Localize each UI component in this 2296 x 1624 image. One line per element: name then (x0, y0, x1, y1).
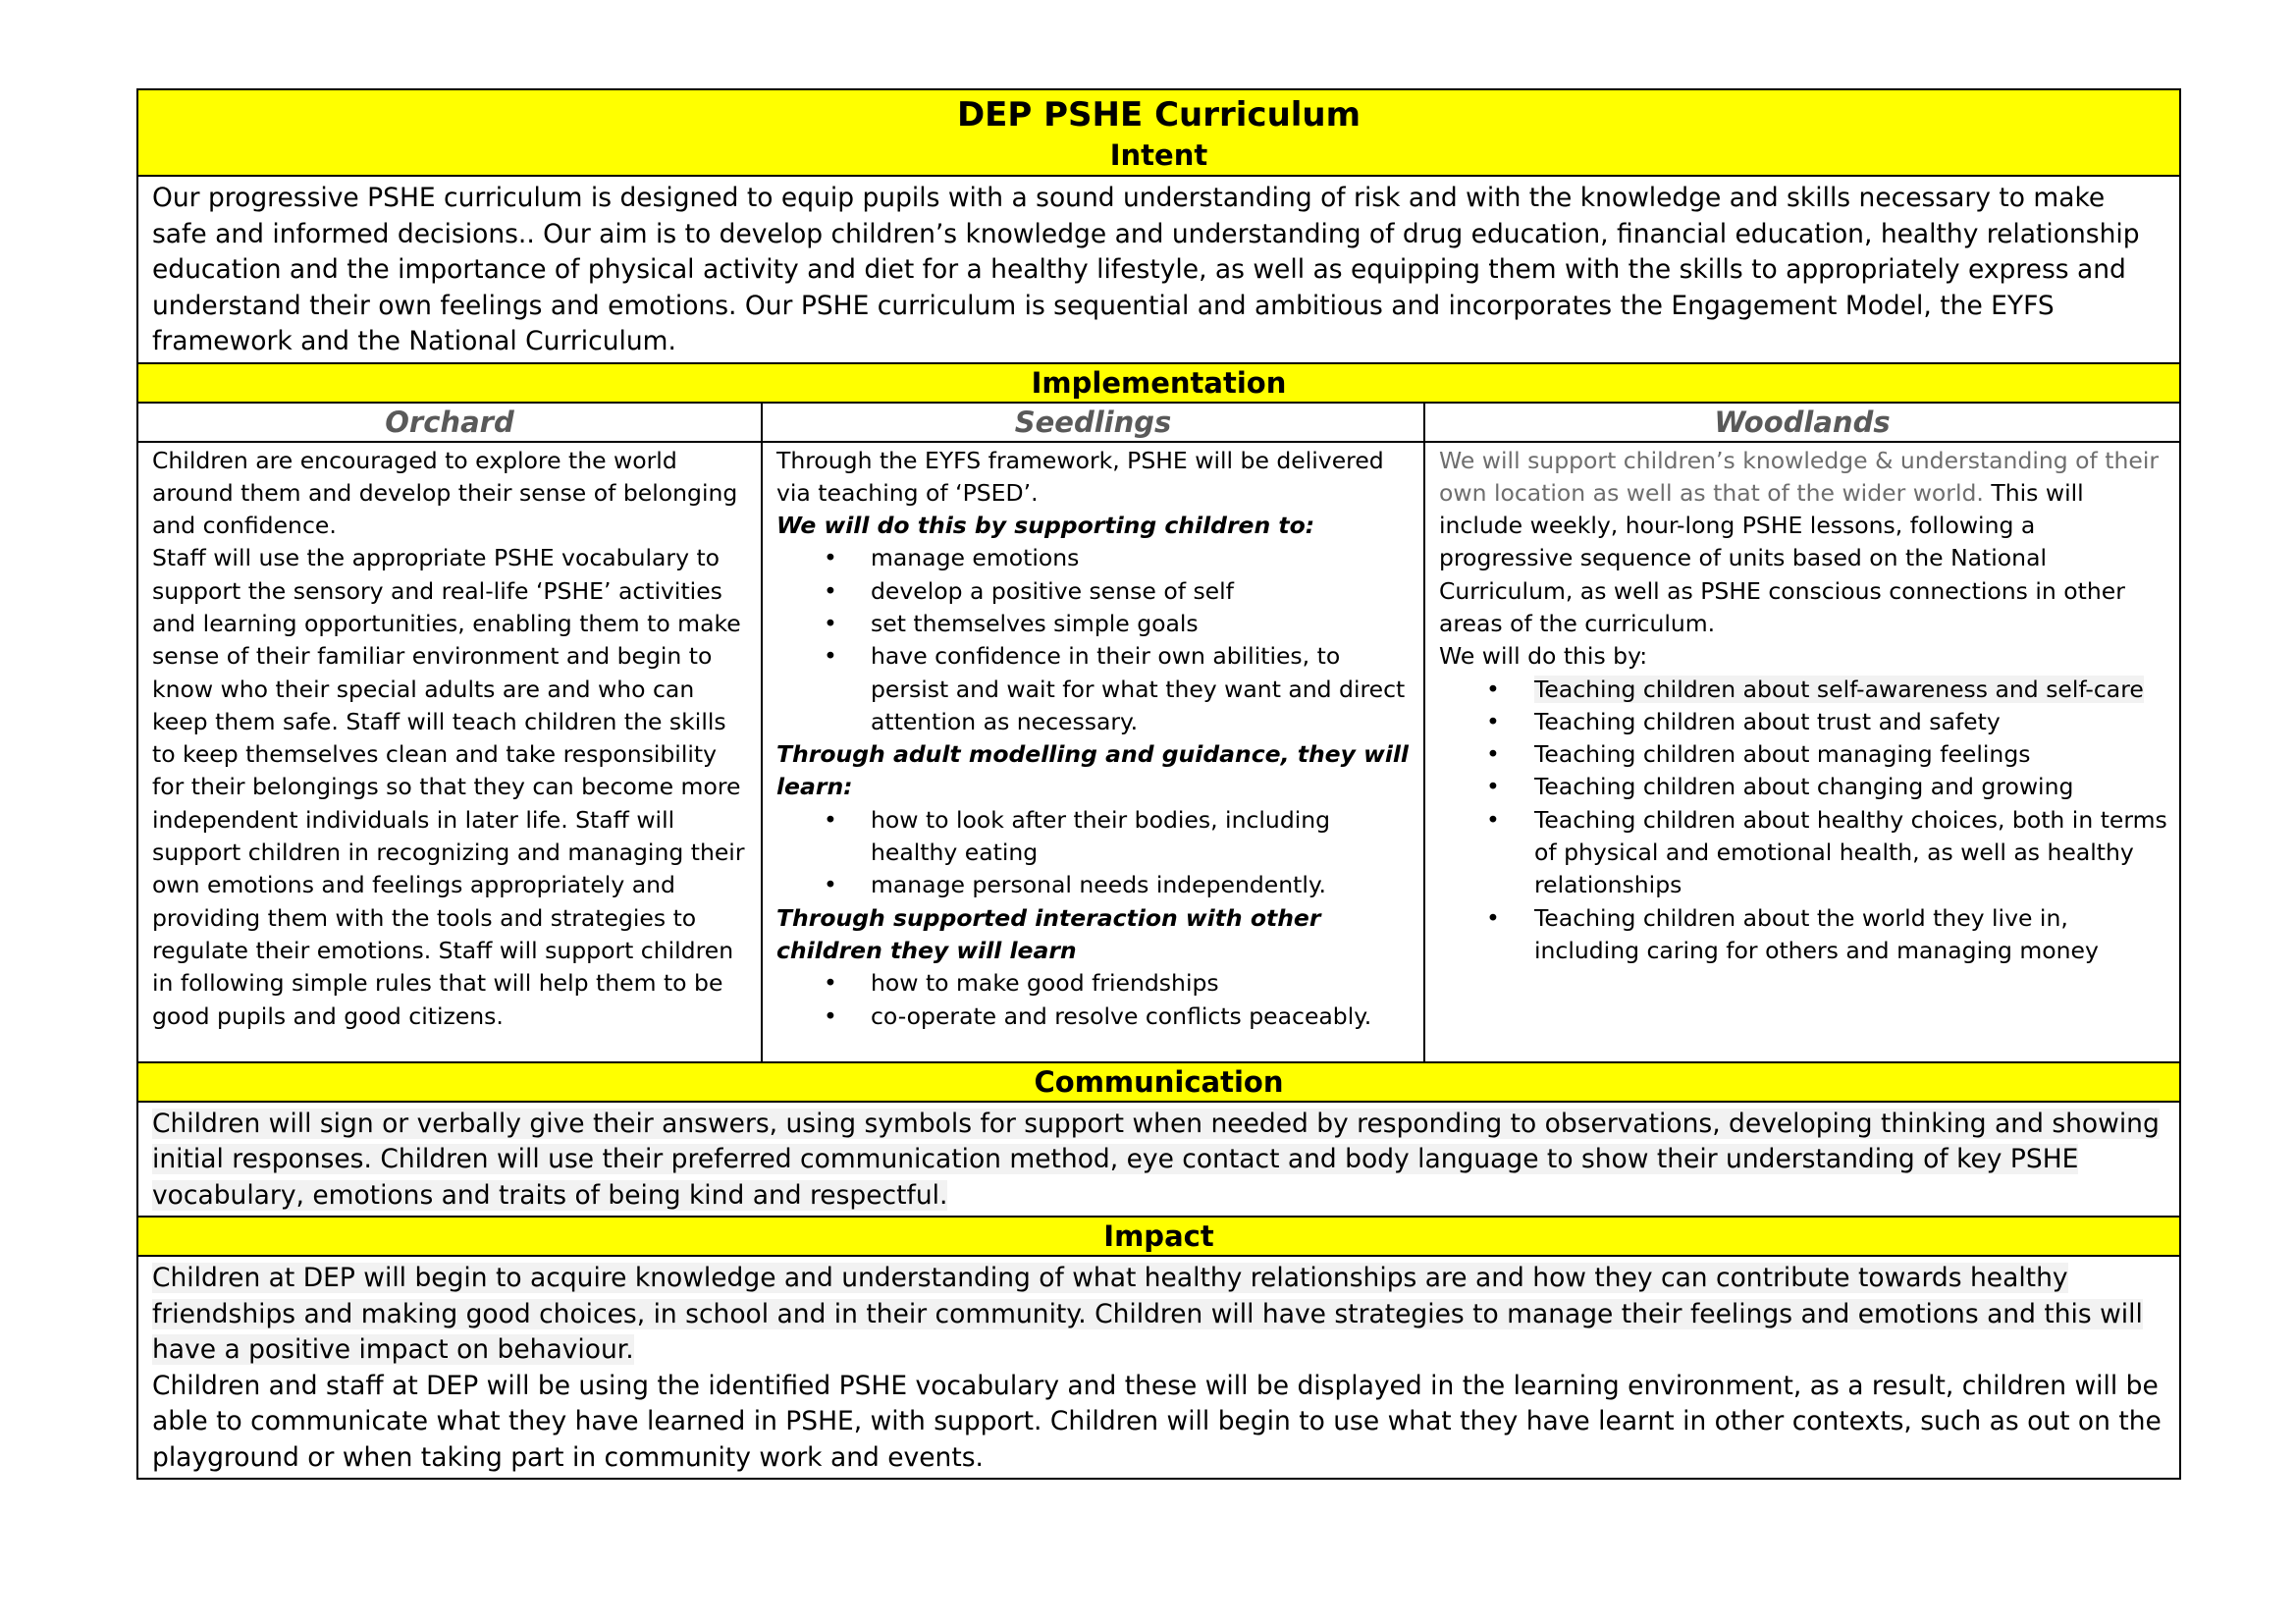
intent-section (138, 177, 2179, 362)
orchard-heading: Orchard (138, 404, 763, 441)
seedlings-list-1 (776, 542, 1412, 738)
list-item: • set themselves simple goals (776, 608, 1412, 640)
list-item-text: Teaching children about self-awareness and self-care (1534, 675, 2144, 703)
impact-text-1 (152, 1261, 2165, 1369)
list-item: • how to make good friendships (776, 967, 1412, 1000)
orchard-text-2: Staff will use the appropriate PSHE vocabulary to support the sensory and real-life ‘PSHE’ activities and learning opportunities, enabling them to make sense of their familiar environment and begin to know who their special adults are and who can keep them safe. Staff will teach children the skills to keep themselves clean and take responsibility for their belongings so that they can become more independent individuals in later life. Staff will support children in recognizing and managing their own emotions and feelings appropriately and providing them with the tools and strategies to regulate their emotions. Staff will support children in following simple rules that will help them to be good pupils and good citizens. (152, 544, 745, 1030)
orchard-cell (138, 443, 763, 1061)
list-item: • Teaching children about healthy choices, both in terms of physical and emotional health, as well as healthy relationships (1439, 804, 2167, 902)
list-item: • co-operate and resolve conflicts peaceably. (776, 1001, 1412, 1033)
impact-section (138, 1257, 2179, 1478)
seedlings-lead-3: Through supported interaction with other children they will learn (776, 903, 1321, 964)
communication-section (138, 1103, 2179, 1217)
list-item: • Teaching children about managing feelings (1439, 738, 2167, 771)
woodlands-intro-rest: This will include weekly, hour-long PSHE lessons, following a progressive sequence of units based on the National Curriculum, as well as PSHE conscious connections in other areas of the curriculum. (1439, 478, 2125, 637)
list-item: • Teaching children about trust and safety (1439, 706, 2167, 738)
seedlings-list-3 (776, 967, 1412, 1033)
impact-heading: Impact (138, 1216, 2179, 1257)
seedlings-list-2 (776, 804, 1412, 902)
woodlands-heading: Woodlands (1714, 405, 1891, 439)
title-banner (138, 90, 2179, 177)
implementation-heading: Implementation (138, 362, 2179, 404)
implementation-columns (138, 441, 2179, 1061)
seedlings-heading: Seedlings (763, 404, 1425, 441)
seedlings-cell (763, 443, 1425, 1061)
communication-text-content: Children will sign or verbally give their answers, using symbols for support when needed by responding to observations, developing thinking and showing initial responses. Children will use their preferred communication method, eye contact and body language to show their understanding of key PSHE vocabulary, emotions and traits of being kind and respectful. (152, 1108, 2160, 1211)
communication-text (152, 1107, 2165, 1215)
implementation-column-headers (138, 404, 2179, 441)
seedlings-lead-1: We will do this by supporting children to: (776, 512, 1315, 540)
intent-text: Our progressive PSHE curriculum is designed to equip pupils with a sound understanding of risk and with the knowledge and skills necessary to make safe and informed decisions.. Our aim is to develop children’s knowledge and understanding of drug education, financial education, healthy relationship education and the importance of physical activity and diet for a healthy lifestyle, as well as equipping them with the skills to appropriately express and understand their own feelings and emotions. Our PSHE curriculum is sequential and ambitious and incorporates the Engagement Model, the EYFS framework and the National Curriculum. (152, 183, 2140, 356)
list-item: • manage emotions (776, 542, 1412, 574)
woodlands-lead: We will do this by: (1439, 642, 1648, 671)
woodlands-intro-grey: We will support children’s knowledge & understanding of their own location as well as that of the wider world. (1439, 446, 2160, 507)
communication-heading: Communication (138, 1061, 2179, 1103)
list-item: • Teaching children about the world they live in, including caring for others and managing money (1439, 902, 2167, 968)
seedlings-intro: Through the EYFS framework, PSHE will be delivered via teaching of ‘PSED’. (776, 446, 1384, 507)
woodlands-list (1439, 674, 2167, 968)
woodlands-cell (1425, 443, 2179, 1061)
list-item: • Teaching children about changing and growing (1439, 771, 2167, 803)
seedlings-lead-2: Through adult modelling and guidance, they will learn: (776, 740, 1409, 801)
orchard-text: Children are encouraged to explore the world around them and develop their sense of belonging and confidence. (152, 446, 738, 540)
list-item: • manage personal needs independently. (776, 869, 1412, 901)
list-item (1439, 674, 2167, 706)
list-item: • develop a positive sense of self (776, 575, 1412, 608)
list-item: • how to look after their bodies, including healthy eating (776, 804, 1412, 870)
list-item: • have confidence in their own abilities, to persist and wait for what they want and direct attention as necessary. (776, 640, 1412, 738)
impact-text-2: Children and staff at DEP will be using the identified PSHE vocabulary and these will be displayed in the learning environment, as a result, children will be able to communicate what they have learned in PSHE, with support. Children will begin to use what they have learnt in other contexts, such as out on the playground or when taking part in community work and events. (152, 1370, 2162, 1473)
intent-heading: Intent (1109, 138, 1208, 172)
impact-text-1-content: Children at DEP will begin to acquire knowledge and understanding of what healthy relationships are and how they can contribute towards healthy friendships and making good choices, in school and in their community. Children will have strategies to manage their feelings and emotions and this will have a positive impact on behaviour. (152, 1263, 2143, 1365)
woodlands-intro (1439, 445, 2167, 641)
document-title: DEP PSHE Curriculum (956, 95, 1362, 135)
curriculum-document (136, 88, 2181, 1480)
